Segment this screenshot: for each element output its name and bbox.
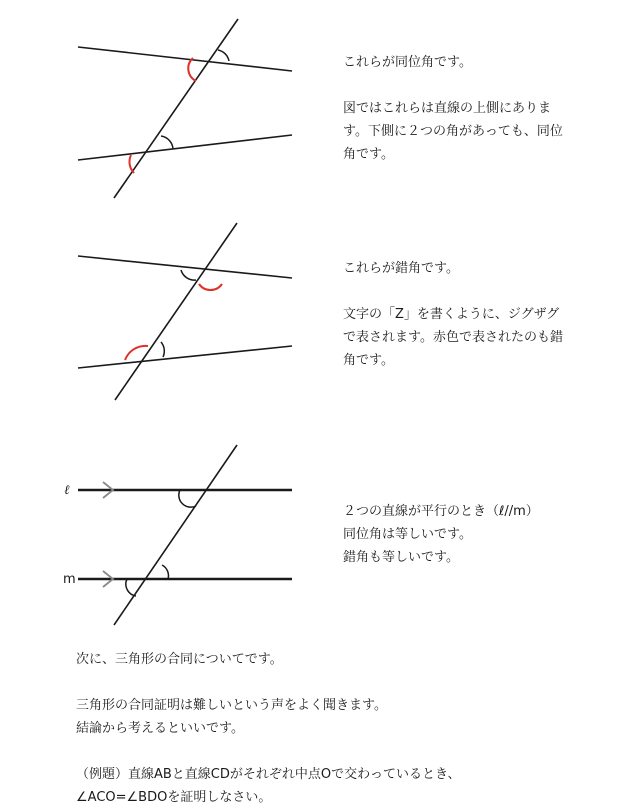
text-line: す。下側に２つの角があっても、同位	[343, 124, 563, 139]
text-congruence-intro	[76, 648, 460, 809]
line-lower	[78, 135, 292, 160]
line-transversal	[114, 445, 237, 625]
text-line: 結論から考えるといいです。	[76, 721, 244, 736]
text-line: 文字の「Z」を書くように、ジグザグ	[343, 307, 560, 322]
angle-arc-m-upper	[162, 565, 168, 579]
text-parallel-lines	[343, 500, 539, 569]
text-line: 錯角も等しいです。	[343, 550, 459, 565]
figure-parallel-lines	[0, 430, 320, 630]
text-line: 角です。	[343, 147, 394, 162]
figure-corresponding-angles	[0, 0, 320, 210]
text-line: これらが同位角です。	[343, 55, 472, 70]
text-line: 同位角は等しいです。	[343, 527, 472, 542]
text-line: ２つの直線が平行のとき（ℓ//m）	[343, 504, 539, 519]
text-line: これらが錯角です。	[343, 261, 459, 276]
label-line-m: m	[63, 572, 76, 587]
angle-arc-m-lower	[126, 579, 136, 596]
line-lower	[78, 346, 292, 368]
line-upper	[78, 256, 292, 278]
angle-arc-black-lower	[161, 342, 164, 357]
line-upper	[78, 47, 292, 71]
angle-arc-black-upper	[218, 50, 229, 61]
angle-arc-l	[179, 490, 196, 507]
text-alternate-angles	[343, 257, 563, 372]
text-corresponding-angles	[343, 51, 563, 166]
text-line: で表されます。赤色で表されたのも錯	[343, 330, 563, 345]
text-line: 図ではこれらは直線の上側にありま	[343, 101, 552, 116]
text-line: 次に、三角形の合同についてです。	[76, 652, 283, 667]
text-line: 三角形の合同証明は難しいという声をよく聞きます。	[76, 698, 387, 713]
text-line: （例題）直線ABと直線CDがそれぞれ中点Oで交わっているとき、	[76, 767, 461, 782]
angle-arc-black-lower	[161, 136, 173, 149]
label-line-l: ℓ	[64, 483, 70, 498]
figure-alternate-angles	[0, 210, 320, 420]
angle-arc-red-upper	[199, 284, 222, 290]
line-transversal	[115, 223, 237, 400]
text-line: 角です。	[343, 353, 394, 368]
text-line: ∠ACO=∠BDOを証明しなさい。	[76, 790, 272, 805]
angle-arc-red-upper	[188, 58, 196, 81]
angle-arc-black-upper	[181, 270, 196, 280]
